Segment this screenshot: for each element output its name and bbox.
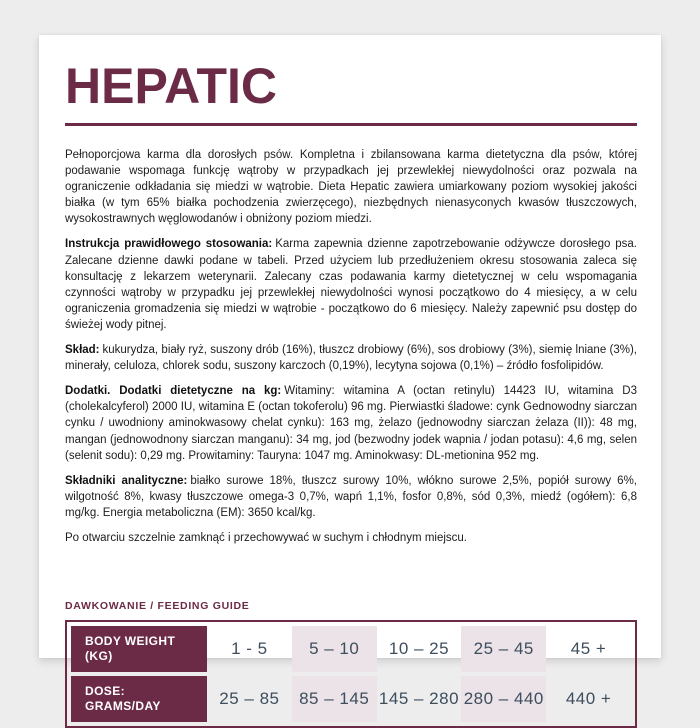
row-header-line1: DOSE:: [85, 684, 126, 699]
label-body-text: [65, 147, 637, 546]
table-cell: 10 – 25: [388, 639, 450, 659]
paragraph-lead: Składniki analityczne:: [65, 474, 188, 487]
paragraph-lead: Dodatki. Dodatki dietetyczne na kg:: [65, 385, 282, 398]
table-cell: 5 – 10: [292, 626, 377, 672]
paragraph-text: białko surowe 18%, tłuszcz surowy 10%, włókno surowe 2,5%, popiół surowy 6%, wilgotność 8%, kwasy tłuszczowe omega-3 0,7%, wapń 1,1%, fosfor 0,8%, sód 0,3%, miedź (ogółem): 6,8 mg/kg. Energia metaboliczna (EM): 3650 kcal/kg.: [65, 474, 637, 519]
table-row-body-weight: [71, 626, 631, 672]
table-cell: 145 – 280: [378, 689, 460, 709]
row-header-body-weight: [71, 626, 207, 672]
table-cell: 45 +: [570, 639, 607, 659]
additives-paragraph: [65, 383, 637, 463]
row-header-line2: GRAMS/DAY: [85, 699, 161, 714]
feeding-guide-table: [65, 620, 637, 728]
paragraph-lead: Skład:: [65, 344, 100, 357]
table-cell: 25 – 45: [461, 626, 546, 672]
table-cell: 85 – 145: [292, 676, 377, 722]
table-cell: 440 +: [565, 689, 612, 709]
paragraph-text: kukurydza, biały ryż, suszony drób (16%), tłuszcz drobiowy (6%), sos drobiowy (3%), siemię lniane (3%), minerały, celuloza, chlorek sodu, suszony karczoch (0,19%), lecytyna sojowa (0,1%) – źródło fosfolipidów.: [65, 344, 637, 373]
paragraph-text: Po otwarciu szczelnie zamknąć i przechowywać w suchym i chłodnym miejscu.: [65, 531, 468, 544]
row-header-line2: (KG): [85, 649, 113, 664]
product-label-card: [39, 35, 661, 714]
composition-paragraph: [65, 342, 637, 374]
paragraph-text: Karma zapewnia dzienne zapotrzebowanie odżywcze dorosłego psa. Zalecane dzienne dawki podane w tabeli. Przed użyciem lub przedłużeniem okresu stosowania zaleca się konsultację z lekarzem weterynarii. Zalecany czas podawania karmy dietetycznej w celu wspomagania czynności wątroby w przypadku jej przewlekłej niewydolności wynosi początkowo do 4 miesięcy, a w celu ograniczenia gromadzenia się miedzi w wątrobie - początkowo do 6 miesięcy. Należy zapewnić psu dostęp do świeżej wody pitnej.: [65, 238, 637, 331]
paragraph-text: Pełnoporcjowa karma dla dorosłych psów. Kompletna i zbilansowana karma dietetyczna dla psów, której podawanie wspomaga funkcję wątroby w przypadkach jej przewlekłej niewydolności oraz pozwala na ograniczenie odkładania się miedzi w wątrobie. Dieta Hepatic zawiera umiarkowany poziom wysokiej jakości białka (w tym 65% białka pochodzenia zwierzęcego), niezbędnych nienasyconych kwasów tłuszczowych, wysokostrawnych węglowodanów i obniżony poziom miedzi.: [65, 149, 637, 226]
row-header-line1: BODY WEIGHT: [85, 634, 176, 649]
paragraph-lead: Instrukcja prawidłowego stosowania:: [65, 238, 273, 251]
table-cell: 25 – 85: [219, 689, 280, 709]
table-row-dose: [71, 676, 631, 722]
table-cell: 1 - 5: [231, 639, 268, 659]
feeding-guide-heading: DAWKOWANIE / FEEDING GUIDE: [65, 600, 250, 613]
title-divider-rule: [65, 123, 637, 126]
storage-note-paragraph: [65, 530, 637, 546]
row-header-dose: [71, 676, 207, 722]
paragraph-text: Witaminy: witamina A (octan retinylu) 14423 IU, witamina D3 (cholekalcyferol) 2000 IU, witamina E (octan tokoferolu) 96 mg. Pierwiastki śladowe: cynk Gednowodny siarczan cynku / uwodniony aminokwasowy chelat cynku): 163 mg, żelazo (jednowodny siarczan żelaza (II)): 48 mg, mangan (jednowodnony siarczan manganu): 34 mg, jod (bezwodny jodek wapnia / jodan potasu): 4,6 mg, selen (selenit sodu): 0,29 mg. Prowitaminy: Tauryna: 1047 mg. Aminokwasy: DL-metionina 952 mg.: [65, 385, 637, 462]
description-paragraph: [65, 147, 637, 227]
usage-instructions-paragraph: [65, 236, 637, 333]
table-cell: 280 – 440: [461, 676, 546, 722]
analytical-constituents-paragraph: [65, 473, 637, 521]
product-title: HEPATIC: [65, 58, 278, 114]
